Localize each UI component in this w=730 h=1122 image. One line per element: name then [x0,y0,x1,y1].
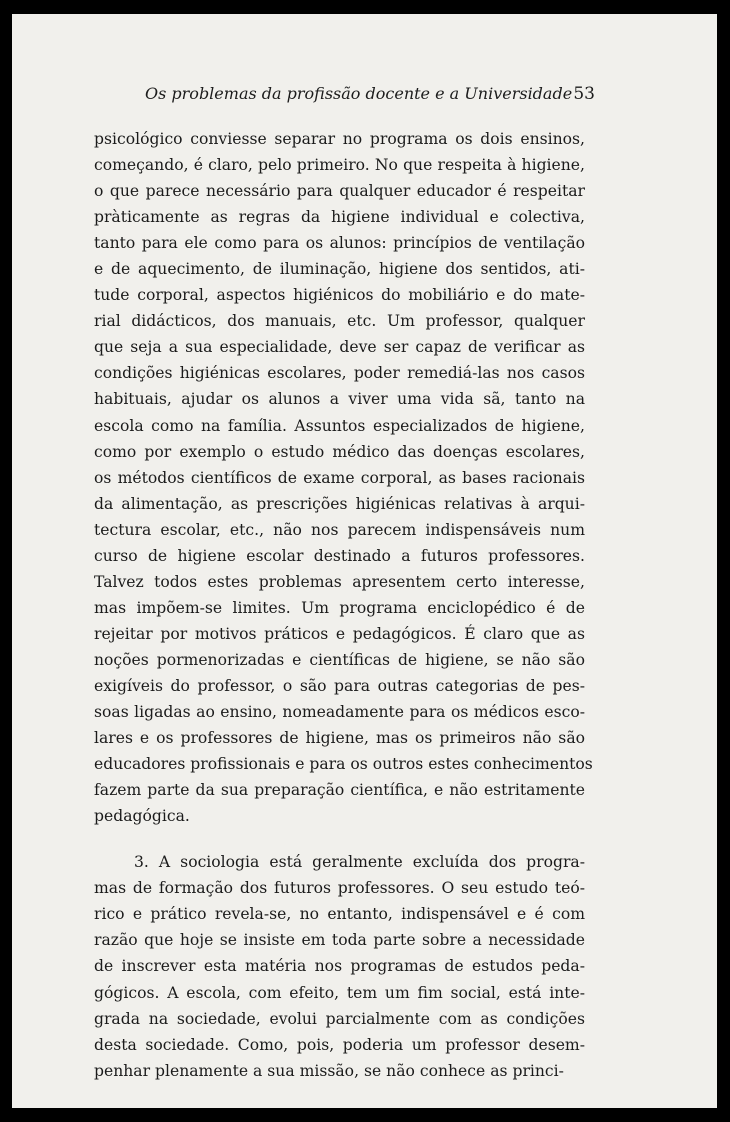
text-line: tanto para ele como para os alunos: princípios de ventilação [94,234,585,253]
body-text [94,126,593,1084]
text-line: rico e prático revela-se, no entanto, indispensável e é com [94,905,585,924]
text-line: condições higiénicas escolares, poder remediá-las nos casos [94,364,585,383]
paragraph-hygiene [94,126,593,829]
text-line: mas de formação dos futuros professores. O seu estudo teó- [94,879,585,898]
text-line: psicológico conviesse separar no programa os dois ensinos, [94,130,585,148]
text-line: razão que hoje se insiste em toda parte sobre a necessidade [94,931,585,950]
text-line: começando, é claro, pelo primeiro. No que respeita à higiene, [94,156,585,175]
text-line: fazem parte da sua preparação científica, e não estritamente [94,781,585,800]
text-line: 3. A sociologia está geralmente excluída dos progra- [134,853,585,872]
text-line: rial didácticos, dos manuais, etc. Um professor, qualquer [94,312,585,331]
text-line: e de aquecimento, de iluminação, higiene dos sentidos, ati- [94,260,585,279]
text-line: desta sociedade. Como, pois, poderia um professor desem- [94,1035,585,1054]
paragraph-sociology [94,849,585,1083]
text-line: os métodos científicos de exame corporal, as bases racionais [94,468,585,487]
text-line: lares e os professores de higiene, mas os primeiros não são [94,729,585,748]
page-number: 53 [573,84,595,104]
text-line: escola como na família. Assuntos especializados de higiene, [94,416,585,435]
text-line: como por exemplo o estudo médico das doenças escolares, [94,442,585,461]
text-line: curso de higiene escolar destinado a futuros professores. [94,546,585,565]
text-line: gógicos. A escola, com efeito, tem um fim social, está inte- [94,983,585,1002]
text-line: grada na sociedade, evolui parcialmente com as condições [94,1009,585,1028]
text-line: Talvez todos estes problemas apresentem certo interesse, [94,572,585,591]
text-line: rejeitar por motivos práticos e pedagógicos. É claro que as [94,624,585,643]
text-line: tectura escolar, etc., não nos parecem indispensáveis num [94,520,585,539]
running-title: Os problemas da profissão docente e a Universidade [145,84,573,103]
text-line: mas impõem-se limites. Um programa enciclopédico é de [94,598,585,617]
text-line: da alimentação, as prescrições higiénicas relativas à arqui- [94,494,585,513]
text-line: habituais, ajudar os alunos a viver uma vida sã, tanto na [94,390,585,409]
text-line: o que parece necessário para qualquer educador é respeitar [94,182,585,201]
book-page [12,14,717,1108]
text-line: pedagógica. [94,807,190,826]
text-line: penhar plenamente a sua missão, se não conhece as princi- [94,1061,564,1080]
text-line: exigíveis do professor, o são para outras categorias de pes- [94,676,585,695]
text-line: de inscrever esta matéria nos programas de estudos peda- [94,957,585,976]
text-line: tude corporal, aspectos higiénicos do mobiliário e do mate- [94,286,585,305]
text-line: noções pormenorizadas e científicas de higiene, se não são [94,650,585,669]
text-line: educadores profissionais e para os outros estes conhecimentos [94,755,593,774]
text-line: pràticamente as regras da higiene individual e colectiva, [94,208,585,227]
text-line: soas ligadas ao ensino, nomeadamente para os médicos esco- [94,703,585,722]
running-header [145,84,595,108]
text-line: que seja a sua especialidade, deve ser capaz de verificar as [94,338,585,357]
